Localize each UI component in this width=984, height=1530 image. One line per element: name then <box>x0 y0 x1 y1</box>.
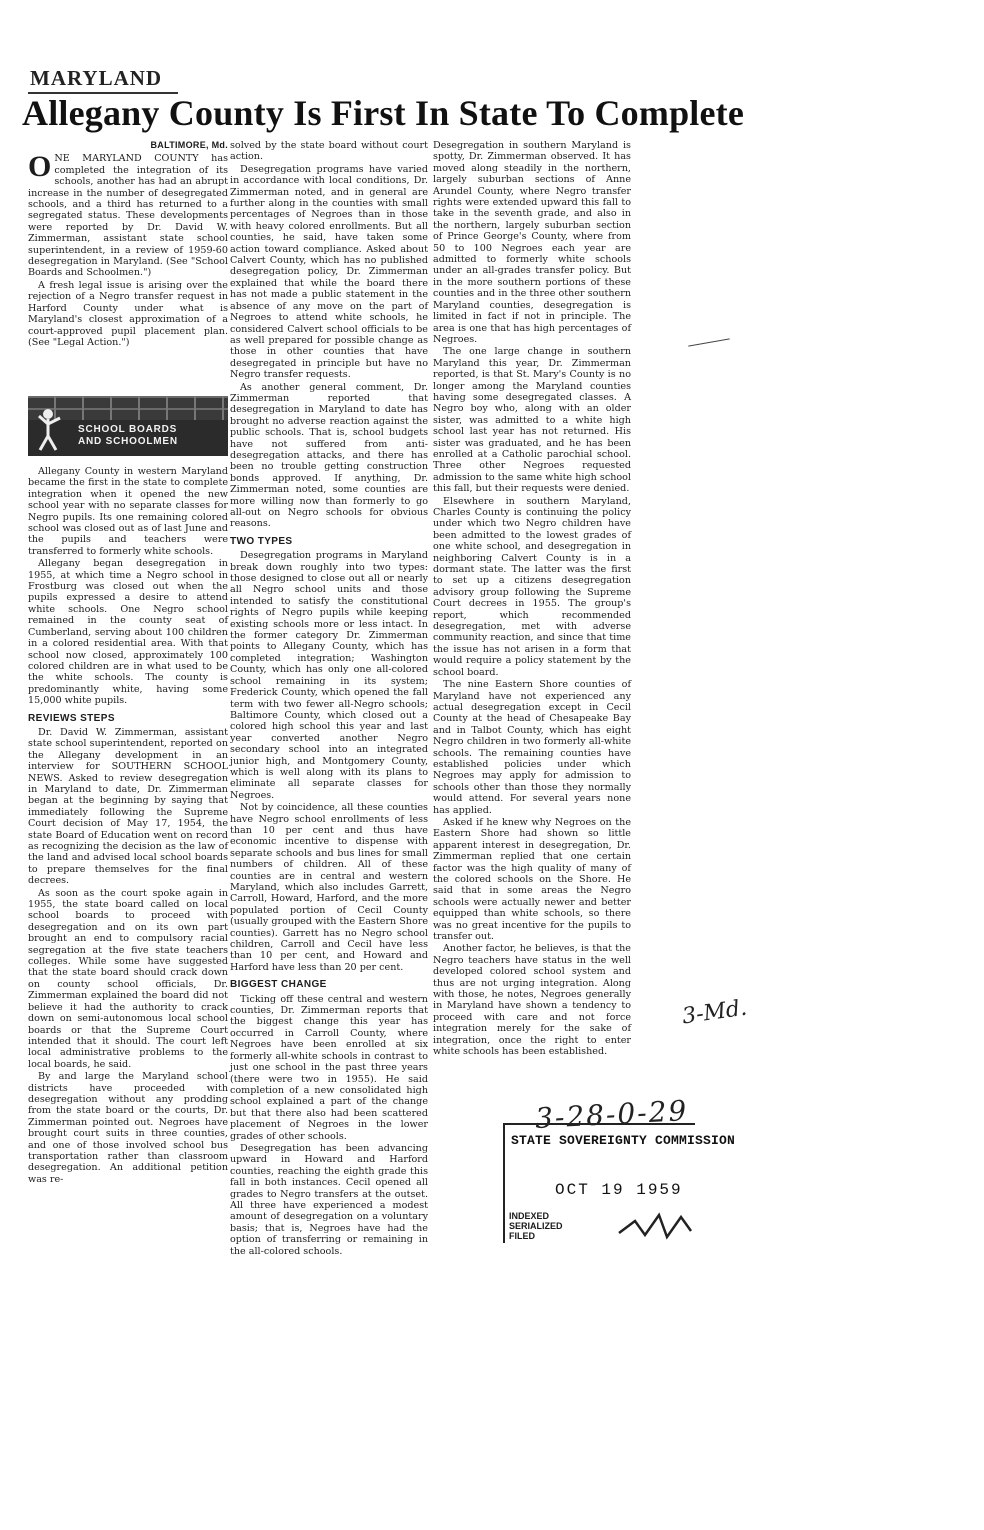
subheading: BIGGEST CHANGE <box>230 979 327 991</box>
paragraph: Another factor, he believes, is that the Negro teachers have status in the well developed colored school system and thus are not urging integration. Along with those, he notes, Negroes generally in Maryland have shown a tendency to proceed with care and not force integration merely for the sake of integration, once the right to enter white schools has been established. <box>433 943 631 1058</box>
paragraph: By and large the Maryland school districts have proceeded with desegregation without any prodding from the state board or the courts, Dr. Zimmerman pointed out. Negroes have brought court suits in three counties, and one of those involved school bus transportation rather than classroom desegregation. An additional petition was re- <box>28 1071 228 1185</box>
lead-paragraph: ONE MARYLAND COUNTY has completed the integration of its schools, another has had an abrupt increase in the number of desegregated schools, and a third has returned to a segregated status. These developments were reported by Dr. David W. Zimmerman, assistant state school superintendent, in a review of 1959-60 desegregation in Maryland. (See "School Boards and Schoolmen.") <box>28 150 228 279</box>
paragraph: Desegregation has been advancing upward in Howard and Harford counties, reaching the eighth grade this fall in both instances. Cecil opened all grades to Negro transfers at the outset. All three have experienced a modest amount of desegregation on a voluntary basis; that is, Negroes have had the option of transferring or remaining in the all-colored schools. <box>230 1142 428 1257</box>
paragraph: solved by the state board without court action. <box>230 140 428 163</box>
paragraph: Desegregation in southern Maryland is spotty, Dr. Zimmerman observed. It has moved along steadily in the northern, largely suburban sections of Anne Arundel County, where Negro transfer rights were extended upward this fall to take in the seventh grade, and also in the northern, largely suburban section of Prince George's County, where from 50 to 100 Negroes each year are admitted to formerly white schools under an all-grades transfer policy. But in the more southern portions of these counties and in the three other southern Maryland counties, desegregation is limited in fact if not in principle. The area is one that has high percentages of Negroes. <box>433 140 631 345</box>
handwritten-side-note: 3-Md. <box>680 995 749 1030</box>
paragraph: Allegany began desegregation in 1955, at which time a Negro school in Frostburg was closed out when the pupils expressed a desire to attend white schools. One Negro school remained in the county seat of Cumberland, serving about 100 children in a colored residential area. With that school now closed, approximately 100 colored children are in what used to be the white schools. The county is predominantly white, having some 15,000 white pupils. <box>28 558 228 707</box>
paragraph: Dr. David W. Zimmerman, assistant state school superintendent, reported on the Allegany development in an interview for SOUTHERN SCHOOL NEWS. Asked to review desegregation in Maryland to date, Dr. Zimmerman began at the beginning by saying that immediately following the Supreme Court decision of May 17, 1954, the state Board of Education went on record as recognizing the decision as the law of the land and advised local school boards to prepare themselves for the final decrees. <box>28 726 228 887</box>
pen-mark <box>688 338 730 346</box>
paragraph: As soon as the court spoke again in 1955, the state board called on local school boards to proceed with desegregation and on its own part brought an end to compulsory racial segregation at the five state teachers colleges. While some have suggested that the state board should crack down on county school officials, Dr. Zimmerman explained the board did not believe it had the authority to crack down on semi-autonomous local school boards or that the Supreme Court intended that it should. The court left local administrative problems to the local boards, he said. <box>28 887 228 1070</box>
paragraph: Desegregation programs in Maryland break down roughly into two types: those designed to close out all or nearly all Negro school units and those intended to satisfy the constitutional rights of Negro pupils while keeping existing schools more or less intact. In the former category Dr. Zimmerman points to Allegany County, which has completed integration; Washington County, which has only one all-colored school remaining in its system; Frederick County, which opened the fall term with two fewer all-Negro schools; Baltimore County, which closed out a colored high school this year and last year converted another Negro secondary school into an integrated junior high, and Montgomery County, which is well along with its plans to eliminate all separate classes for Negroes. <box>230 550 428 801</box>
paragraph: Ticking off these central and western counties, Dr. Zimmerman reports that the biggest change this year has occurred in Carroll County, where Negroes have been enrolled at six formerly all-white schools in contrast to just one school in the past three years (there were two in 1955). He said completion of a new consolidated high school explained a part of the change but that there also had been scattered placement of Negroes in the lower grades of other schools. <box>230 993 428 1142</box>
paragraph: Not by coincidence, all these counties have Negro school enrollments of less than 10 per cent and thus have economic incentive to dispense with separate schools and bus lines for small numbers of children. All of these counties are in central and western Maryland, which also includes Garrett, Carroll, Howard, Harford, and the more populated portion of Cecil County (usually grouped with the Eastern Shore counties). Garrett has no Negro school children, Carroll and Cecil have less than 10 per cent, and Howard and Harford have less than 20 per cent. <box>230 802 428 973</box>
article-column-3 <box>433 140 631 1059</box>
paragraph: Allegany County in western Maryland became the first in the state to complete integration when it opened the new school year with no separate classes for Negro pupils. Its one remaining colored school was closed out as of last June and the pupils and teachers were transferred to formerly white schools. <box>28 466 228 557</box>
paragraph: The one large change in southern Maryland this year, Dr. Zimmerman reported, is that St. Mary's County is no longer among the Maryland counties having some desegregated classes. A Negro boy who, along with an older sister, was admitted to a white high school last year has not returned. His sister was graduated, and he has been enrolled at a Catholic parochial school. Three other Negroes requested admission to the same white high school this fall, but their requests were denied. <box>433 346 631 495</box>
headline: Allegany County Is First In State To Complete <box>22 93 745 133</box>
banner-text: SCHOOL BOARDS AND SCHOOLMEN <box>78 424 178 447</box>
paragraph: Desegregation programs have varied in accordance with local conditions, Dr. Zimmerman noted, and in general are further along in the counties with small percentages of Negroes than in those with heavy colored enrollments. But all counties, he said, have taken some action toward compliance. Asked about Calvert County, which has no published desegregation policy, Dr. Zimmerman explained that while the board there has not made a public statement in the absence of any move on the part of Negroes to attend white schools, he considered Calvert school officials to be as well prepared for possible change as those in other counties that have desegregated in principle but have no Negro transfer requests. <box>230 163 428 381</box>
stamp-date: OCT 19 1959 <box>555 1181 683 1199</box>
signature-scribble <box>615 1207 695 1241</box>
article-column-1-bottom <box>28 466 228 1186</box>
section-label: MARYLAND <box>30 66 163 90</box>
figure-icon <box>36 406 66 452</box>
archive-stamp <box>503 1123 736 1243</box>
paragraph: As another general comment, Dr. Zimmerman reported that desegregation in Maryland to date has brought no adverse reaction against the public schools. That is, school budgets have not suffered from anti-desegregation attacks, and there has been no trouble getting construction bonds approved. If anything, Dr. Zimmerman noted, some counties are more willing now than formerly to go all-out on Negro schools for obvious reasons. <box>230 381 428 530</box>
article-column-2 <box>230 140 428 1258</box>
stamp-status-lines: INDEXED SERIALIZED FILED <box>509 1211 563 1241</box>
paragraph: Elsewhere in southern Maryland, Charles County is continuing the policy under which two Negro children have been admitted to the lowest grades of one white school, and desegregation in neighboring Calvert County is in a dormant state. The latter was the first to set up a citizens desegregation advisory group following the Supreme Court decrees in 1955. The group's report, which recommended desegregation, met with adverse community reaction, and since that time the issue has not arisen in a form that would require a policy statement by the school board. <box>433 495 631 678</box>
drop-cap: O <box>28 150 52 184</box>
subheading: TWO TYPES <box>230 535 293 547</box>
school-boards-banner <box>28 396 228 456</box>
paragraph: Asked if he knew why Negroes on the Eastern Shore had shown so little apparent interest in desegregation, Dr. Zimmerman replied that one certain factor was the high quality of many of the colored schools on the Shore. He said that in some areas the Negro schools were actually newer and better equipped than white schools, so there was no great incentive for the pupils to transfer out. <box>433 816 631 943</box>
handwritten-file-number: 3-28-0-29 <box>534 1094 690 1135</box>
paragraph: The nine Eastern Shore counties of Maryland have not experienced any actual desegregation except in Cecil County at the head of Chesapeake Bay and in Talbot County, which has eight Negro children in two formerly all-white schools. The remaining counties have established policies under which Negroes may apply for admission to schools other than those they normally would attend. For several years none has applied. <box>433 679 631 816</box>
paragraph: A fresh legal issue is arising over the rejection of a Negro transfer request in Harford County under what is Maryland's closest approximation of a court-approved pupil placement plan. (See "Legal Action.") <box>28 279 228 348</box>
stamp-title: STATE SOVEREIGNTY COMMISSION <box>511 1133 736 1148</box>
dateline: BALTIMORE, Md. <box>150 140 228 150</box>
article-column-1-top <box>28 140 228 349</box>
subheading: REVIEWS STEPS <box>28 712 115 724</box>
